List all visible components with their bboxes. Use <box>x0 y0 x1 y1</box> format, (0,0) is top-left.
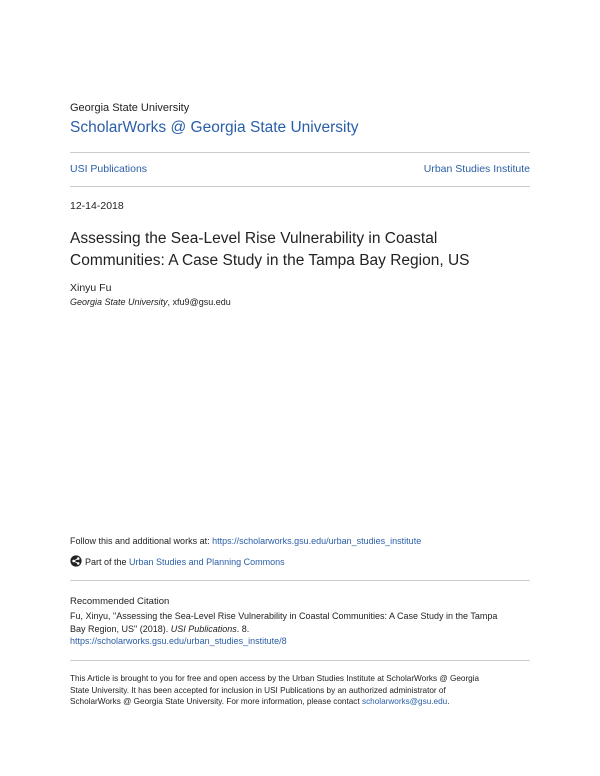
citation-line-1: Fu, Xinyu, "Assessing the Sea-Level Rise Vulnerability in Coastal Communities: A Case Study in the Tampa <box>70 611 498 621</box>
notice-line-3 <box>70 696 540 708</box>
collection-link-urban-studies-institute[interactable]: Urban Studies Institute <box>423 163 530 175</box>
share-icon <box>70 555 82 567</box>
notice-line-2: State University. It has been accepted for inclusion in USI Publications by an authorized administrator of <box>70 685 446 695</box>
notice-line-3-end: . <box>447 697 450 706</box>
author-affiliation-line <box>70 297 231 307</box>
citation-url-link[interactable]: https://scholarworks.gsu.edu/urban_studies_institute/8 <box>70 636 287 646</box>
title-line-2: Communities: A Case Study in the Tampa Bay Region, US <box>70 252 470 269</box>
author-affiliation: Georgia State University <box>70 297 168 307</box>
divider <box>70 152 530 153</box>
article-title <box>70 228 469 272</box>
author-email: , xfu9@gsu.edu <box>167 297 231 307</box>
title-line-1: Assessing the Sea-Level Rise Vulnerability in Coastal <box>70 230 438 247</box>
follow-prefix: Follow this and additional works at: <box>70 536 213 546</box>
divider <box>70 580 530 581</box>
part-of-prefix: Part of the <box>85 557 130 567</box>
follow-url-link[interactable]: https://scholarworks.gsu.edu/urban_studies_institute <box>212 536 422 546</box>
collection-link-usi-publications[interactable]: USI Publications <box>70 163 148 175</box>
citation-line-2-end: . 8. <box>236 623 250 634</box>
access-notice <box>70 673 540 708</box>
commons-link[interactable]: Urban Studies and Planning Commons <box>129 557 285 567</box>
repository-link[interactable]: ScholarWorks @ Georgia State University <box>70 119 359 136</box>
institution-name: Georgia State University <box>70 102 190 114</box>
contact-email-link[interactable]: scholarworks@gsu.edu <box>361 697 448 706</box>
citation-text <box>70 610 540 648</box>
part-of-line <box>70 555 285 567</box>
citation-line-2 <box>70 623 540 636</box>
author-name: Xinyu Fu <box>70 282 112 294</box>
citation-series: USI Publications <box>170 623 237 634</box>
citation-heading: Recommended Citation <box>70 596 170 607</box>
publication-date: 12-14-2018 <box>70 200 124 212</box>
notice-line-3-text: ScholarWorks @ Georgia State University. For more information, please contact <box>70 697 362 706</box>
notice-line-1: This Article is brought to you for free and open access by the Urban Studies Institute at ScholarWorks @ Georgia <box>70 674 480 683</box>
citation-line-2-start: Bay Region, US" (2018). <box>70 623 171 634</box>
follow-line <box>70 536 421 546</box>
divider <box>70 660 530 661</box>
divider <box>70 186 530 187</box>
